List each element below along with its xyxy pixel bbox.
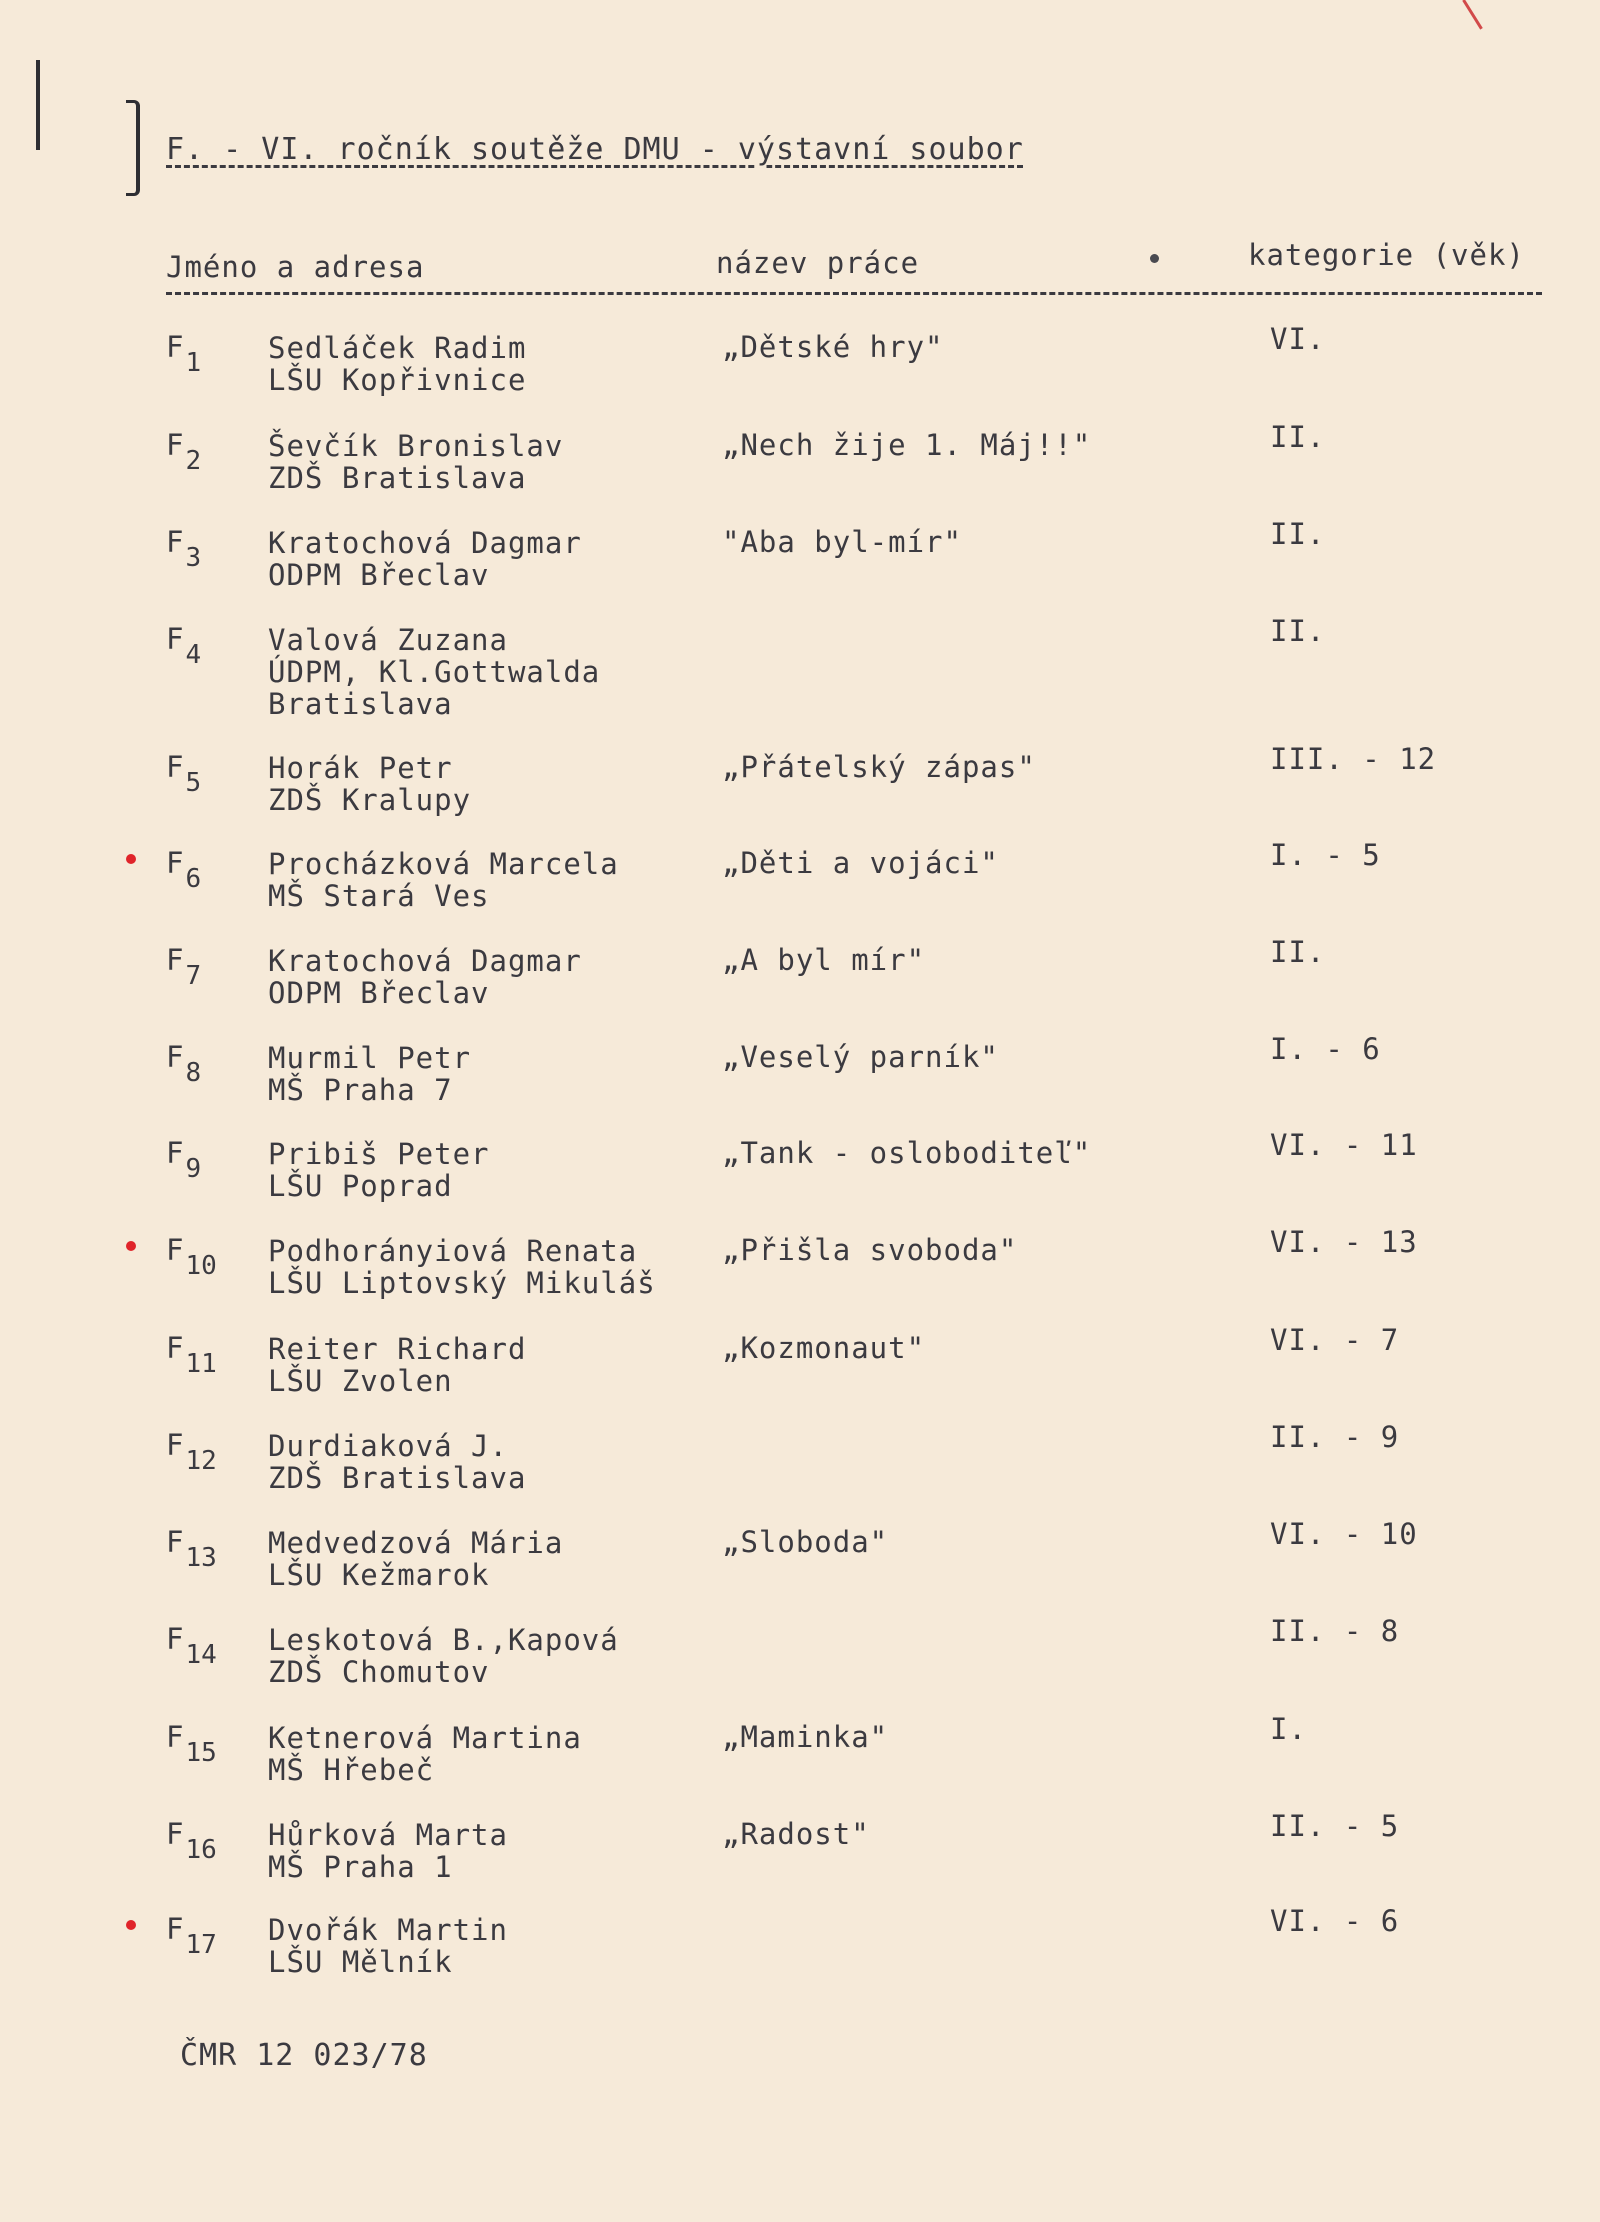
entry-code <box>166 1040 202 1088</box>
entry-category: VI. - 7 <box>1270 1323 1400 1357</box>
entry-code-number: 10 <box>185 1251 217 1281</box>
list-item <box>0 1128 1600 1226</box>
entry-category: I. - 5 <box>1270 838 1381 872</box>
entry-code-number: 3 <box>185 543 202 573</box>
entry-code-letter: F <box>166 330 184 364</box>
entry-category: VI. <box>1270 322 1326 356</box>
entry-work-title: „Sloboda" <box>722 1525 889 1559</box>
list-item <box>0 935 1600 1033</box>
entry-category: II. <box>1270 935 1326 969</box>
entry-address: LŠU Liptovský Mikuláš <box>268 1266 656 1300</box>
list-item <box>0 1614 1600 1712</box>
entry-name: Horák Petr <box>268 751 453 785</box>
entry-address: LŠU Kežmarok <box>268 1558 490 1592</box>
entry-category: I. <box>1270 1712 1307 1746</box>
red-pen-tick <box>1462 0 1483 30</box>
list-item <box>0 1809 1600 1907</box>
entry-address: ODPM Břeclav <box>268 976 490 1010</box>
bullet-dot <box>1150 254 1159 263</box>
list-item <box>0 1904 1600 2002</box>
entry-code <box>166 1720 217 1768</box>
entry-category: III. - 12 <box>1270 742 1437 776</box>
entry-work-title: „Nech žije 1. Máj!!" <box>722 428 1092 462</box>
entry-address: ODPM Břeclav <box>268 558 490 592</box>
entry-work-title: „Tank - osloboditeľ" <box>722 1136 1092 1170</box>
entry-code-letter: F <box>166 1622 184 1656</box>
entry-code-letter: F <box>166 943 184 977</box>
entry-code-letter: F <box>166 622 184 656</box>
entry-code-letter: F <box>166 1331 184 1365</box>
entry-code-letter: F <box>166 1136 184 1170</box>
list-item <box>0 742 1600 840</box>
entry-code <box>166 1428 217 1476</box>
entry-name-address <box>268 1914 508 1978</box>
entry-name-address <box>268 1235 656 1299</box>
entry-code-number: 11 <box>185 1349 217 1379</box>
entry-code-letter: F <box>166 1525 184 1559</box>
entry-work-title: „Radost" <box>722 1817 870 1851</box>
red-mark-dot <box>126 854 136 864</box>
left-margin-bar <box>36 60 40 150</box>
list-item <box>0 1032 1600 1130</box>
entry-name: Dvořák Martin <box>268 1913 508 1947</box>
entry-name-address <box>268 945 582 1009</box>
entry-code <box>166 1331 217 1379</box>
bracket-mark <box>126 100 140 196</box>
entry-code <box>166 1817 217 1865</box>
entry-name: Durdiaková J. <box>268 1429 508 1463</box>
entry-name: Kratochová Dagmar <box>268 526 582 560</box>
entry-code-letter: F <box>166 1912 184 1946</box>
list-item <box>0 1323 1600 1421</box>
entry-category: II. - 9 <box>1270 1420 1400 1454</box>
entry-name: Medvedzová Mária <box>268 1526 564 1560</box>
entry-code-number: 5 <box>185 768 202 798</box>
list-item <box>0 838 1600 936</box>
entry-code <box>166 1525 217 1573</box>
red-mark-dot <box>126 1241 136 1251</box>
list-item <box>0 420 1600 518</box>
entry-work-title: „Přátelský zápas" <box>722 750 1036 784</box>
entry-name-address <box>268 752 471 816</box>
entry-work-title: „A byl mír" <box>722 943 926 977</box>
entry-name-address <box>268 1333 526 1397</box>
entry-code-number: 2 <box>185 446 202 476</box>
entry-category: VI. - 10 <box>1270 1517 1418 1551</box>
entry-work-title: „Dětské hry" <box>722 330 944 364</box>
list-item <box>0 614 1600 721</box>
entry-name-address <box>268 1624 619 1688</box>
entry-work-title: „Děti a vojáci" <box>722 846 999 880</box>
entry-code-letter: F <box>166 428 184 462</box>
entry-name-address <box>268 1819 508 1883</box>
entry-name: Reiter Richard <box>268 1332 527 1366</box>
header-rule <box>166 292 1542 295</box>
entry-name: Leskotová B.,Kapová <box>268 1623 619 1657</box>
entry-work-title: „Kozmonaut" <box>722 1331 926 1365</box>
list-item <box>0 1420 1600 1518</box>
entry-name-address <box>268 1042 471 1106</box>
column-header-category: kategorie (věk) <box>1248 238 1525 272</box>
entry-address: MŠ Praha 7 <box>268 1073 453 1107</box>
entry-code-letter: F <box>166 1040 184 1074</box>
entry-address: MŠ Hřebeč <box>268 1753 435 1787</box>
entry-address: LŠU Kopřivnice <box>268 363 527 397</box>
entry-name: Procházková Marcela <box>268 847 619 881</box>
entry-code-number: 7 <box>185 961 202 991</box>
entry-name: Murmil Petr <box>268 1041 472 1075</box>
entry-name-address <box>268 848 619 912</box>
entry-category: II. <box>1270 614 1326 648</box>
entry-code-letter: F <box>166 525 184 559</box>
entry-code-number: 1 <box>185 348 202 378</box>
entry-category: II. - 5 <box>1270 1809 1400 1843</box>
column-header-name: Jméno a adresa <box>166 250 425 284</box>
entry-address: ZDŠ Kralupy <box>268 783 472 817</box>
list-item <box>0 1712 1600 1810</box>
entry-category: I. - 6 <box>1270 1032 1381 1066</box>
list-item <box>0 1517 1600 1615</box>
entry-address: ZDŠ Bratislava <box>268 1461 527 1495</box>
entry-name-address <box>268 624 600 720</box>
entry-name: Ketnerová Martina <box>268 1721 582 1755</box>
list-item <box>0 322 1600 420</box>
entry-work-title: „Veselý parník" <box>722 1040 999 1074</box>
entry-code-number: 14 <box>185 1640 217 1670</box>
entry-code-number: 4 <box>185 640 202 670</box>
list-item <box>0 1225 1600 1323</box>
entry-code-letter: F <box>166 846 184 880</box>
entry-name-address <box>268 1722 582 1786</box>
entry-code <box>166 1136 202 1184</box>
entry-code-number: 9 <box>185 1154 202 1184</box>
entry-code-number: 16 <box>185 1835 217 1865</box>
entry-name-address <box>268 1430 526 1494</box>
entry-code-number: 15 <box>185 1738 217 1768</box>
entry-address: LŠU Zvolen <box>268 1364 453 1398</box>
entry-code <box>166 846 202 894</box>
entry-code <box>166 622 202 670</box>
entry-category: II. <box>1270 420 1326 454</box>
entry-name: Kratochová Dagmar <box>268 944 582 978</box>
entry-name: Podhorányiová Renata <box>268 1234 638 1268</box>
entry-code-letter: F <box>166 1817 184 1851</box>
entry-category: VI. - 6 <box>1270 1904 1400 1938</box>
entry-name: Ševčík Bronislav <box>268 429 564 463</box>
entry-code <box>166 750 202 798</box>
entry-code-letter: F <box>166 1428 184 1462</box>
entry-code-number: 17 <box>185 1930 217 1960</box>
entry-address: LŠU Poprad <box>268 1169 453 1203</box>
entry-code <box>166 1233 217 1281</box>
entry-code <box>166 330 202 378</box>
entry-code <box>166 525 202 573</box>
entry-code-letter: F <box>166 750 184 784</box>
entry-code <box>166 943 202 991</box>
entry-code <box>166 1912 217 1960</box>
entry-code-number: 12 <box>185 1446 217 1476</box>
entry-address: ZDŠ Chomutov <box>268 1655 490 1689</box>
entry-work-title: "Aba byl-mír" <box>722 525 962 559</box>
entry-name: Pribiš Peter <box>268 1137 490 1171</box>
entry-address: ÚDPM, Kl.Gottwalda Bratislava <box>268 655 601 721</box>
entry-code <box>166 1622 217 1670</box>
list-item <box>0 517 1600 615</box>
entry-code-number: 6 <box>185 864 202 894</box>
entry-name-address <box>268 332 526 396</box>
entry-name-address <box>268 527 582 591</box>
document-title: F. - VI. ročník soutěže DMU - výstavní soubor <box>166 132 1024 167</box>
red-mark-dot <box>126 1920 136 1930</box>
document-reference: ČMR 12 023/78 <box>180 2038 428 2073</box>
entry-name-address <box>268 1527 563 1591</box>
entry-name: Valová Zuzana <box>268 623 508 657</box>
entry-name: Sedláček Radim <box>268 331 527 365</box>
entry-category: VI. - 11 <box>1270 1128 1418 1162</box>
entry-code-letter: F <box>166 1720 184 1754</box>
entry-address: MŠ Stará Ves <box>268 879 490 913</box>
entry-code <box>166 428 202 476</box>
entry-category: II. <box>1270 517 1326 551</box>
entry-name-address <box>268 1138 490 1202</box>
entry-code-number: 8 <box>185 1058 202 1088</box>
entry-address: ZDŠ Bratislava <box>268 461 527 495</box>
entry-work-title: „Přišla svoboda" <box>722 1233 1018 1267</box>
entry-address: MŠ Praha 1 <box>268 1850 453 1884</box>
entry-name-address <box>268 430 563 494</box>
entry-address: LŠU Mělník <box>268 1945 453 1979</box>
entry-work-title: „Maminka" <box>722 1720 889 1754</box>
column-header-work: název práce <box>716 246 920 280</box>
entry-category: VI. - 13 <box>1270 1225 1418 1259</box>
entry-code-letter: F <box>166 1233 184 1267</box>
entry-code-number: 13 <box>185 1543 217 1573</box>
entry-category: II. - 8 <box>1270 1614 1400 1648</box>
entry-name: Hůrková Marta <box>268 1818 508 1852</box>
